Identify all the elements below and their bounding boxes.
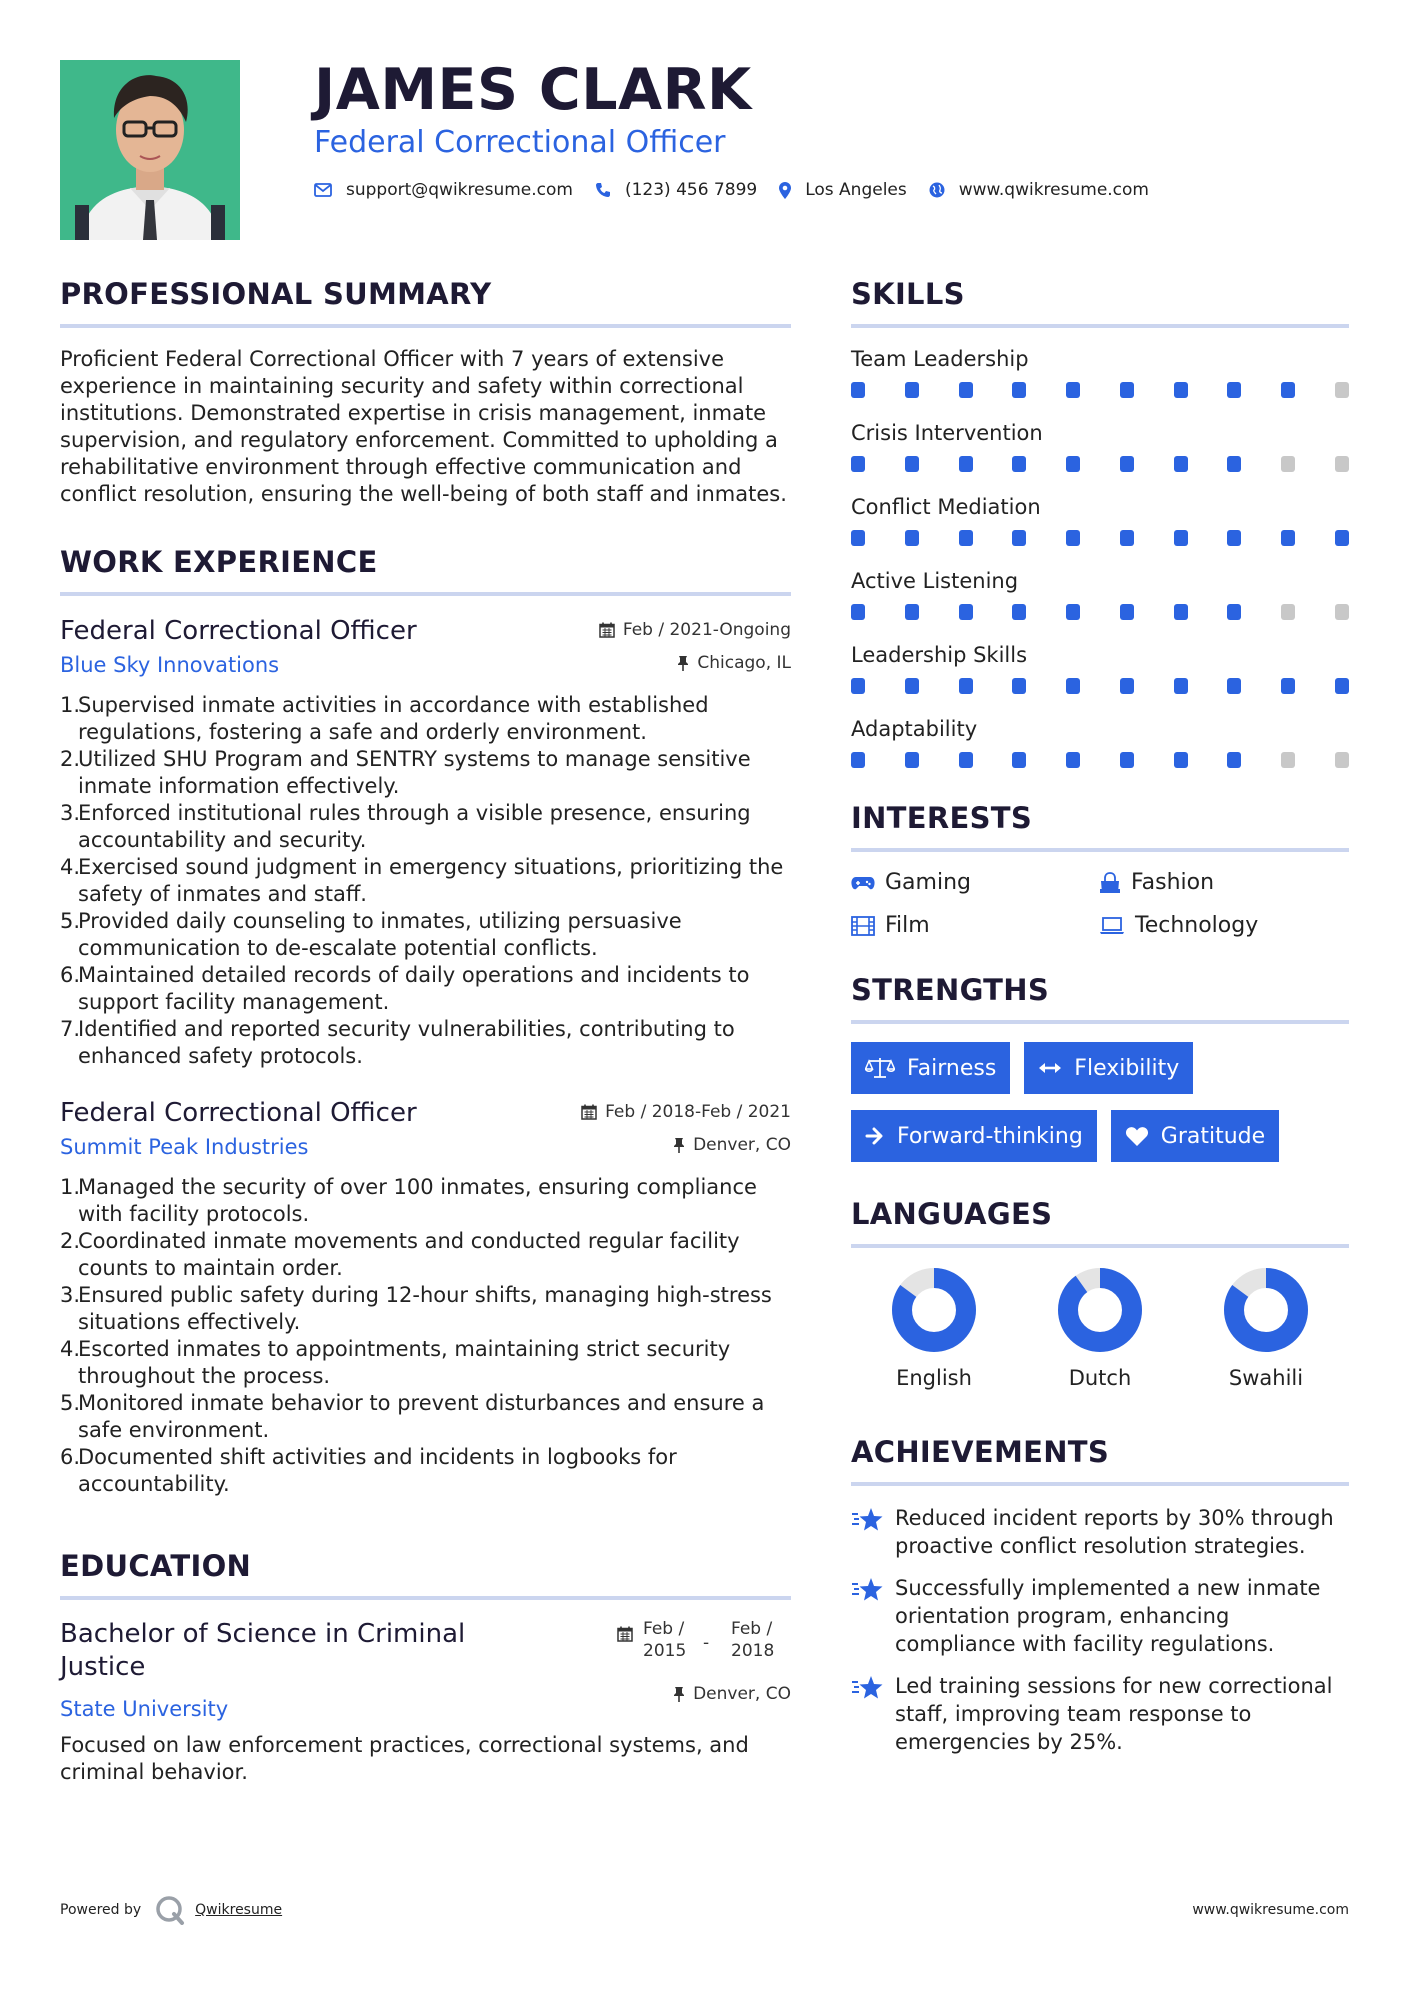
rating-dot-filled — [1227, 604, 1241, 620]
brand-link[interactable]: Qwikresume — [195, 1902, 283, 1918]
rating-dot-filled — [1227, 530, 1241, 546]
summary-heading: PROFESSIONAL SUMMARY — [60, 274, 791, 328]
rating-dot-filled — [1066, 456, 1080, 472]
rating-dot-filled — [1227, 752, 1241, 768]
rating-dot-filled — [1120, 752, 1134, 768]
skill-rating — [851, 456, 1349, 472]
achievement-item: Successfully implemented a new inmate orientation program, enhancing compliance with facility regulations. — [851, 1574, 1349, 1658]
calendar-icon — [599, 622, 615, 638]
strength-tag: Forward-thinking — [851, 1110, 1097, 1162]
email-text: support@qwikresume.com — [346, 180, 573, 200]
list-item: 7. Identified and reported security vulnerabilities, contributing to enhanced safety protocols. — [60, 1017, 735, 1068]
list-item: 3. Enforced institutional rules through a visible presence, ensuring accountability and security. — [60, 801, 751, 852]
job-role: Federal Correctional Officer — [60, 1098, 417, 1128]
footer-website-link[interactable]: www.qwikresume.com — [1192, 1902, 1349, 1918]
list-item: 1. Managed the security of over 100 inmates, ensuring compliance with facility protocols. — [60, 1175, 757, 1226]
rating-dot-filled — [959, 604, 973, 620]
strength-tag: Flexibility — [1024, 1042, 1193, 1094]
star-trophy-icon — [851, 1576, 885, 1604]
rating-dot-filled — [1281, 678, 1295, 694]
rating-dot-filled — [851, 382, 865, 398]
rating-dot-empty — [1335, 604, 1349, 620]
achievements-list — [851, 1504, 1349, 1756]
contact-location — [779, 180, 907, 200]
skill-item — [851, 494, 1349, 546]
phone-icon — [595, 182, 611, 198]
rating-dot-filled — [959, 752, 973, 768]
skill-name: Adaptability — [851, 717, 978, 741]
pushpin-icon — [677, 655, 689, 671]
language-proficiency-ring — [1056, 1266, 1144, 1354]
film-icon — [851, 916, 875, 936]
rating-dot-filled — [1120, 456, 1134, 472]
education-school: State University — [60, 1697, 229, 1721]
job-bullets — [60, 1174, 791, 1498]
rating-dot-filled — [1012, 604, 1026, 620]
rating-dot-empty — [1335, 456, 1349, 472]
education-dates: Feb / 2015 - Feb / 2018 — [617, 1618, 791, 1662]
language-name: English — [896, 1366, 972, 1390]
rating-dot-filled — [1012, 382, 1026, 398]
powered-by-label: Powered by — [60, 1902, 142, 1918]
shopping-bag-icon — [1099, 872, 1121, 894]
languages-heading: LANGUAGES — [851, 1194, 1349, 1248]
rating-dot-filled — [959, 456, 973, 472]
rating-dot-filled — [1281, 382, 1295, 398]
qwikresume-logo-icon — [155, 1895, 185, 1925]
rating-dot-filled — [1066, 752, 1080, 768]
education-degree: Bachelor of Science in Criminal Justice — [60, 1619, 466, 1682]
language-proficiency-ring — [890, 1266, 978, 1354]
education-heading: EDUCATION — [60, 1546, 791, 1600]
job-role: Federal Correctional Officer — [60, 616, 417, 646]
map-marker-icon — [779, 182, 791, 199]
job-dates: Feb / 2021-Ongoing — [599, 620, 791, 640]
list-item: 6. Maintained detailed records of daily operations and incidents to support facility management. — [60, 963, 750, 1014]
language-name: Swahili — [1228, 1366, 1304, 1390]
page-footer — [60, 1895, 1349, 1925]
list-item: 3. Ensured public safety during 12-hour shifts, managing high-stress situations effectively. — [60, 1283, 772, 1334]
language-name: Dutch — [1068, 1366, 1132, 1390]
rating-dot-empty — [1335, 382, 1349, 398]
profile-photo — [60, 60, 240, 240]
rating-dot-filled — [1335, 678, 1349, 694]
job-company: Blue Sky Innovations — [60, 653, 280, 677]
skill-rating — [851, 530, 1349, 546]
education-location: Denver, CO — [673, 1684, 791, 1704]
rating-dot-filled — [905, 752, 919, 768]
job-location: Denver, CO — [673, 1135, 791, 1155]
summary-text: Proficient Federal Correctional Officer with 7 years of extensive experience in maintaining security and safety within correctional institutions. Demonstrated expertise in crisis management, inmate supervision, and regulatory enforcement. Committed to upholding a rehabilitative environment through effective communication and conflict resolution, ensuring the well-being of both staff and inmates. — [60, 347, 787, 506]
globe-icon — [929, 182, 945, 198]
list-item: 5. Monitored inmate behavior to prevent disturbances and ensure a safe environment. — [60, 1391, 765, 1442]
left-column — [60, 274, 791, 1786]
strength-tag: Fairness — [851, 1042, 1010, 1094]
list-item: 2. Coordinated inmate movements and conducted regular facility counts to maintain order. — [60, 1229, 740, 1280]
rating-dot-filled — [1281, 530, 1295, 546]
skills-heading: SKILLS — [851, 274, 1349, 328]
rating-dot-filled — [1066, 604, 1080, 620]
strengths-heading: STRENGTHS — [851, 970, 1349, 1024]
rating-dot-empty — [1335, 752, 1349, 768]
interests-list — [851, 870, 1349, 938]
rating-dot-empty — [1281, 604, 1295, 620]
skill-item — [851, 716, 1349, 768]
skill-item — [851, 346, 1349, 398]
rating-dot-empty — [1281, 752, 1295, 768]
arrows-horizontal-icon — [1038, 1061, 1062, 1075]
rating-dot-filled — [1174, 604, 1188, 620]
rating-dot-filled — [1174, 678, 1188, 694]
achievements-heading: ACHIEVEMENTS — [851, 1432, 1349, 1486]
rating-dot-filled — [1227, 382, 1241, 398]
interest-item: Fashion — [1099, 870, 1347, 895]
job-entry — [60, 1096, 791, 1498]
gamepad-icon — [851, 875, 875, 891]
rating-dot-filled — [1120, 530, 1134, 546]
rating-dot-filled — [1335, 530, 1349, 546]
pushpin-icon — [673, 1137, 685, 1153]
rating-dot-filled — [905, 382, 919, 398]
strengths-list — [851, 1042, 1349, 1162]
achievement-item: Led training sessions for new correctional staff, improving team response to emergencies by 25%. — [851, 1672, 1349, 1756]
rating-dot-filled — [1120, 678, 1134, 694]
rating-dot-filled — [905, 678, 919, 694]
location-text: Los Angeles — [805, 180, 907, 200]
phone-text: (123) 456 7899 — [624, 180, 758, 200]
skill-item — [851, 420, 1349, 472]
job-company: Summit Peak Industries — [60, 1135, 309, 1159]
candidate-title: Federal Correctional Officer — [314, 125, 726, 160]
skill-name: Active Listening — [851, 569, 1019, 593]
rating-dot-filled — [905, 604, 919, 620]
interest-item: Technology — [1099, 913, 1347, 938]
rating-dot-filled — [1174, 456, 1188, 472]
strength-tag: Gratitude — [1111, 1110, 1279, 1162]
candidate-name: JAMES CLARK — [314, 57, 752, 123]
list-item: 4. Escorted inmates to appointments, maintaining strict security throughout the process. — [60, 1337, 731, 1388]
education-description: Focused on law enforcement practices, correctional systems, and criminal behavior. — [60, 1733, 749, 1784]
heart-icon — [1125, 1126, 1149, 1147]
rating-dot-filled — [959, 382, 973, 398]
language-item — [1183, 1266, 1349, 1390]
rating-dot-filled — [851, 752, 865, 768]
rating-dot-filled — [1227, 456, 1241, 472]
rating-dot-filled — [1066, 382, 1080, 398]
skill-rating — [851, 382, 1349, 398]
website-text: www.qwikresume.com — [958, 180, 1149, 200]
calendar-icon — [581, 1104, 597, 1120]
contact-email[interactable] — [314, 180, 573, 200]
skills-list — [851, 346, 1349, 768]
language-item — [1017, 1266, 1183, 1390]
interest-item: Gaming — [851, 870, 1099, 895]
rating-dot-filled — [1227, 678, 1241, 694]
powered-by — [60, 1895, 282, 1925]
list-item: 2. Utilized SHU Program and SENTRY systems to manage sensitive inmate information effectively. — [60, 747, 751, 798]
skill-rating — [851, 678, 1349, 694]
job-location: Chicago, IL — [677, 653, 791, 673]
rating-dot-empty — [1281, 456, 1295, 472]
skill-rating — [851, 752, 1349, 768]
achievement-item: Reduced incident reports by 30% through proactive conflict resolution strategies. — [851, 1504, 1349, 1560]
rating-dot-filled — [1174, 530, 1188, 546]
education-entry — [60, 1618, 791, 1786]
job-entry — [60, 614, 791, 1070]
skill-item — [851, 568, 1349, 620]
star-trophy-icon — [851, 1674, 885, 1702]
rating-dot-filled — [851, 678, 865, 694]
rating-dot-filled — [1174, 752, 1188, 768]
contact-phone[interactable] — [595, 180, 757, 200]
laptop-icon — [1099, 917, 1125, 935]
rating-dot-filled — [1012, 678, 1026, 694]
rating-dot-filled — [905, 530, 919, 546]
job-bullets — [60, 692, 791, 1070]
rating-dot-filled — [959, 678, 973, 694]
rating-dot-filled — [1012, 530, 1026, 546]
skill-name: Conflict Mediation — [851, 495, 1041, 519]
rating-dot-filled — [1066, 530, 1080, 546]
languages-list — [851, 1266, 1349, 1390]
rating-dot-filled — [851, 604, 865, 620]
interest-item: Film — [851, 913, 1099, 938]
rating-dot-filled — [851, 456, 865, 472]
envelope-icon — [314, 183, 332, 197]
skill-item — [851, 642, 1349, 694]
interests-heading: INTERESTS — [851, 798, 1349, 852]
rating-dot-filled — [905, 456, 919, 472]
skill-rating — [851, 604, 1349, 620]
resume-header — [314, 58, 1354, 200]
list-item: 6. Documented shift activities and incidents in logbooks for accountability. — [60, 1445, 677, 1496]
rating-dot-filled — [1174, 382, 1188, 398]
skill-name: Crisis Intervention — [851, 421, 1043, 445]
rating-dot-filled — [1012, 752, 1026, 768]
balance-scale-icon — [865, 1056, 895, 1080]
rating-dot-filled — [1120, 382, 1134, 398]
list-item: 1. Supervised inmate activities in accordance with established regulations, fostering a safe and orderly environment. — [60, 693, 709, 744]
contact-website[interactable] — [929, 180, 1149, 200]
rating-dot-filled — [851, 530, 865, 546]
experience-heading: WORK EXPERIENCE — [60, 542, 791, 596]
rating-dot-filled — [959, 530, 973, 546]
job-dates: Feb / 2018-Feb / 2021 — [581, 1102, 791, 1122]
skill-name: Team Leadership — [851, 347, 1029, 371]
skill-name: Leadership Skills — [851, 643, 1028, 667]
rating-dot-filled — [1012, 456, 1026, 472]
star-trophy-icon — [851, 1506, 885, 1534]
right-column — [851, 274, 1349, 1770]
calendar-icon — [617, 1626, 633, 1642]
arrow-right-icon — [865, 1126, 885, 1146]
list-item: 5. Provided daily counseling to inmates, utilizing persuasive communication to de-escalate potential conflicts. — [60, 909, 682, 960]
language-item — [851, 1266, 1017, 1390]
contact-bar — [314, 180, 1354, 200]
rating-dot-filled — [1120, 604, 1134, 620]
rating-dot-filled — [1066, 678, 1080, 694]
list-item: 4. Exercised sound judgment in emergency situations, prioritizing the safety of inmates and staff. — [60, 855, 784, 906]
language-proficiency-ring — [1222, 1266, 1310, 1354]
pushpin-icon — [673, 1686, 685, 1702]
